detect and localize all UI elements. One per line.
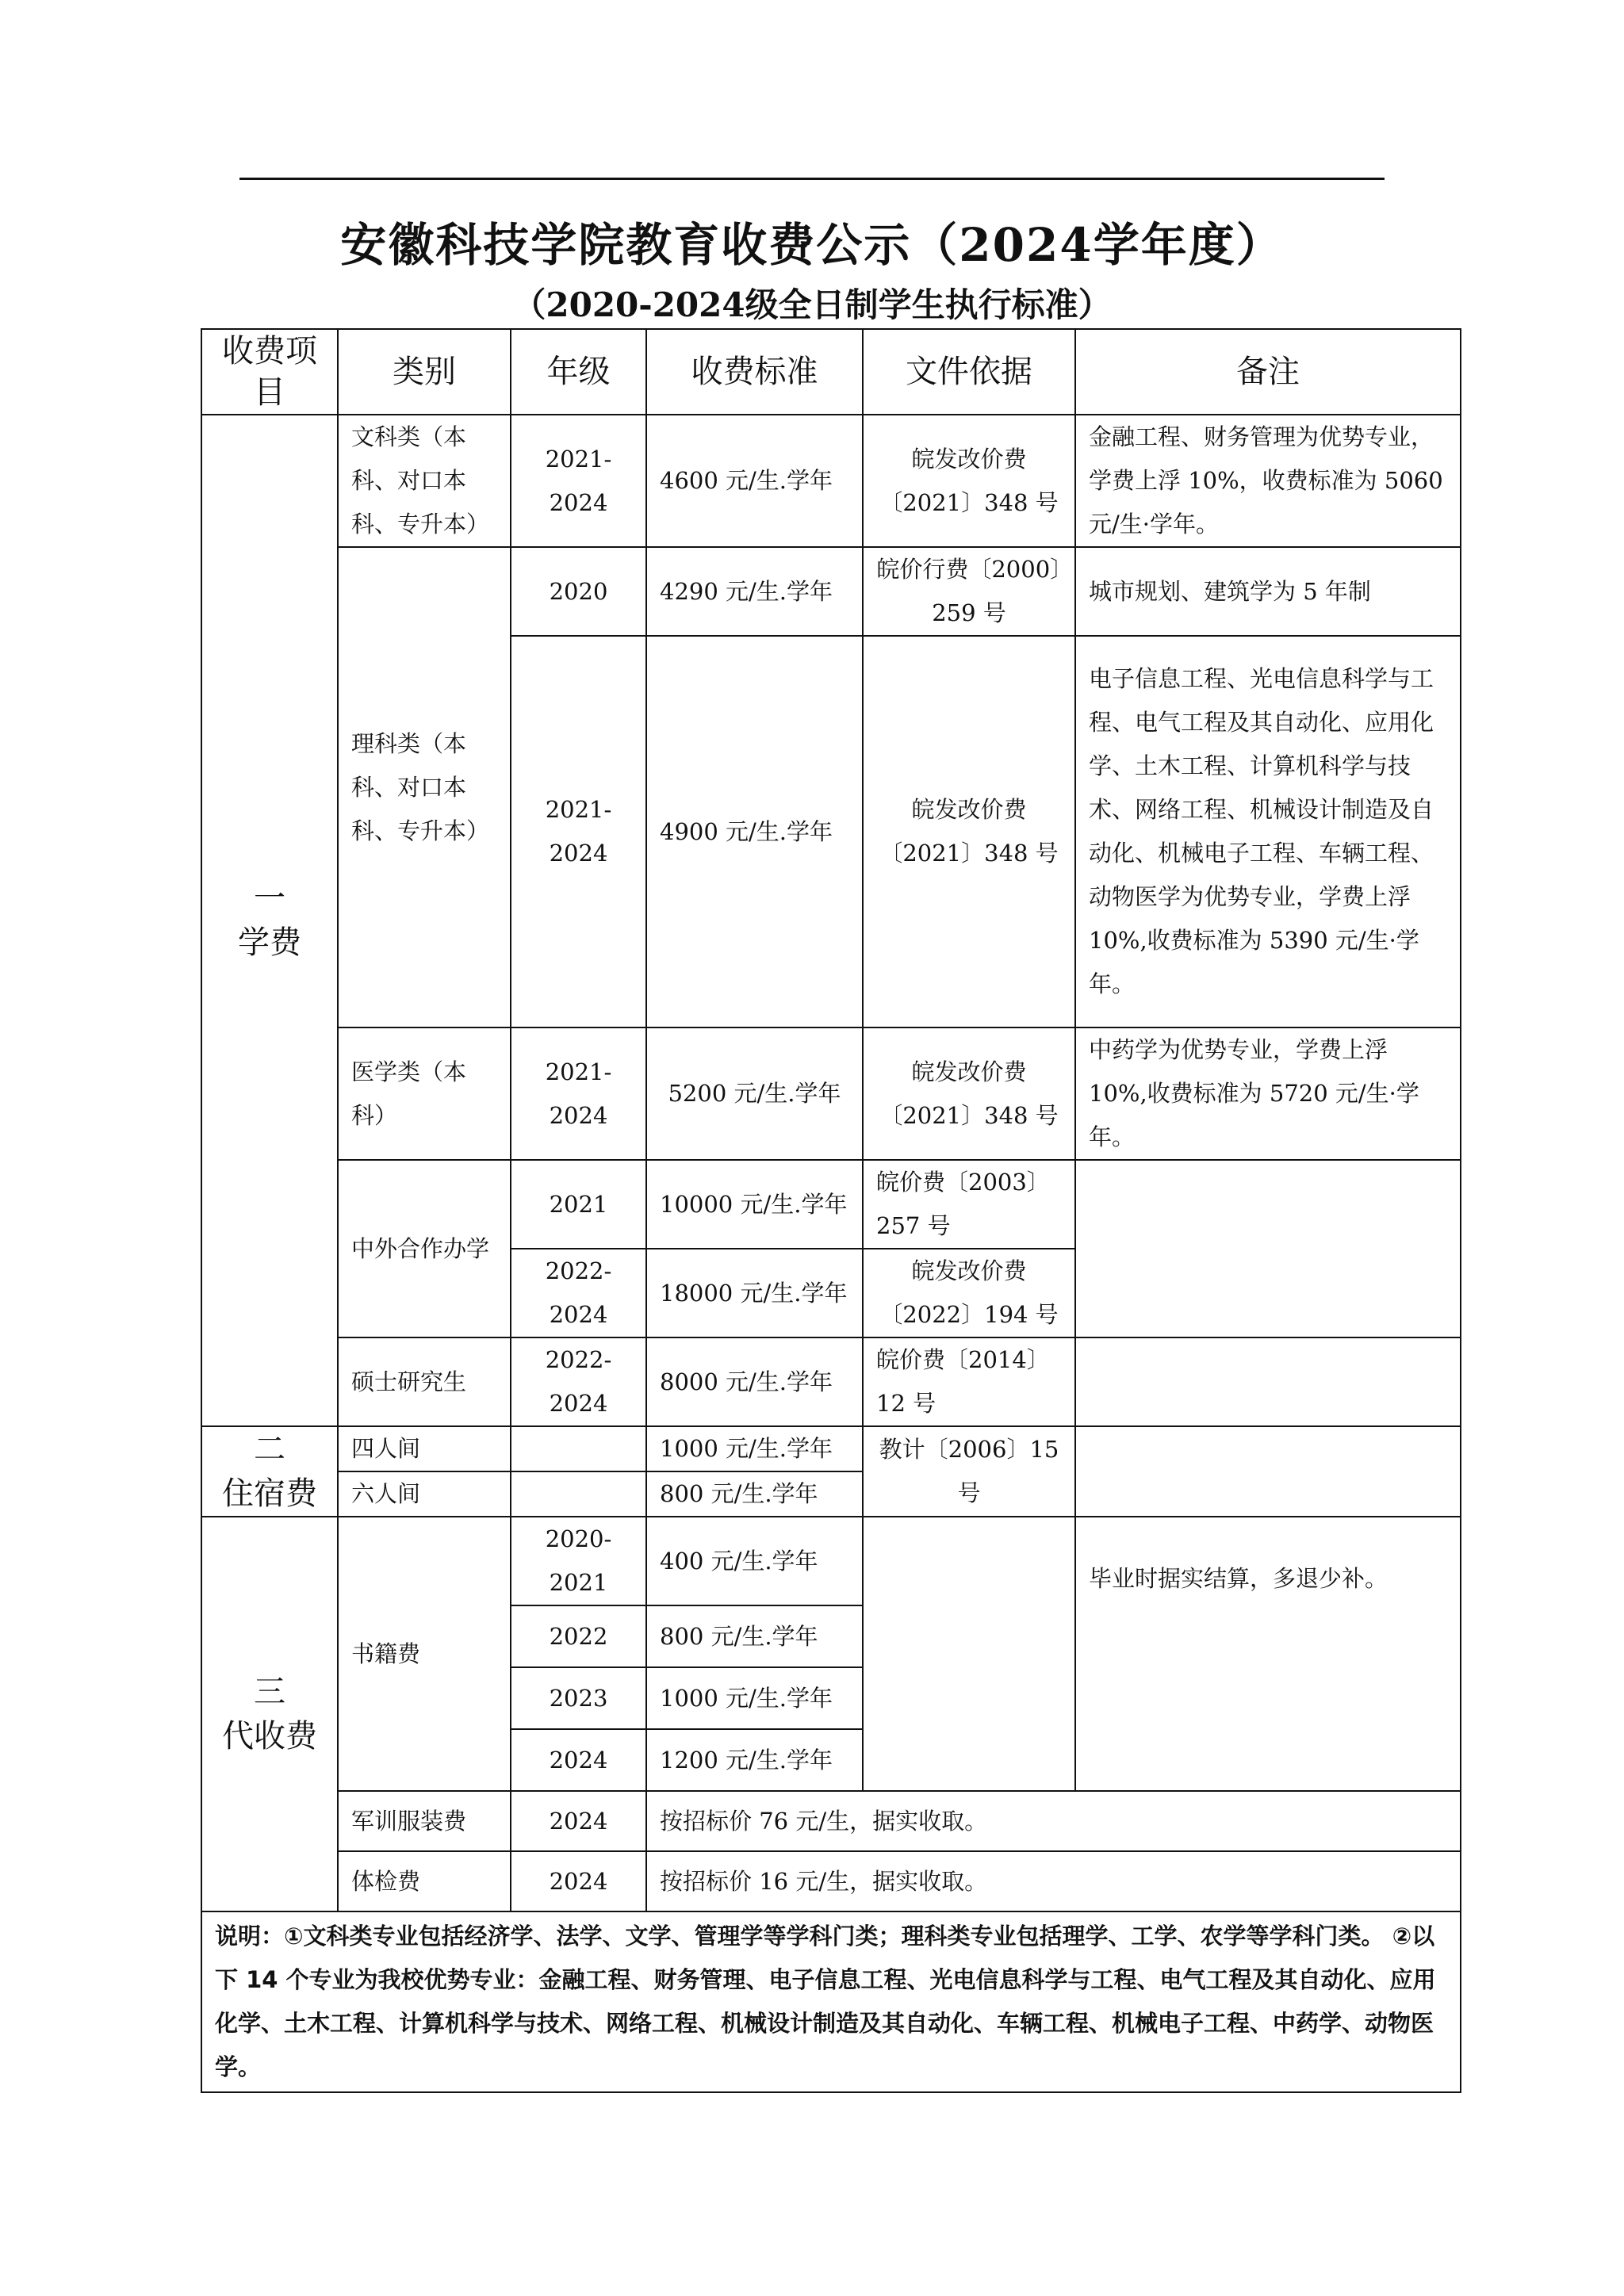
fee-cell: 4290 元/生.学年 (646, 547, 863, 636)
category-cell: 文科类（本科、对口本科、专升本） (338, 415, 511, 547)
table-row (201, 1791, 1461, 1851)
fee-cell: 800 元/生.学年 (646, 1471, 863, 1517)
table-row (201, 547, 1461, 636)
top-rule (239, 178, 1385, 180)
section-name: 代收费 (222, 1718, 317, 1755)
header-cell: 收费项目 (201, 329, 338, 415)
fee-cell: 按招标价 76 元/生，据实收取。 (646, 1791, 1461, 1851)
header-cell: 收费标准 (646, 329, 863, 415)
fee-cell: 8000 元/生.学年 (646, 1337, 863, 1426)
note-cell: 城市规划、建筑学为 5 年制 (1075, 547, 1461, 636)
table-row (201, 1426, 1461, 1471)
section-number: 三 (254, 1674, 285, 1710)
category-cell: 军训服装费 (338, 1791, 511, 1851)
fee-table (201, 328, 1461, 2093)
grade-cell: 2021-2024 (511, 636, 646, 1027)
note-cell (1075, 1337, 1461, 1426)
section-number: 二 (254, 1431, 285, 1468)
note-cell (1075, 1160, 1461, 1337)
section-name: 住宿费 (222, 1475, 317, 1512)
section-tuition (201, 415, 338, 1426)
note-cell: 毕业时据实结算，多退少补。 (1075, 1517, 1461, 1791)
header-cell: 年级 (511, 329, 646, 415)
fee-cell: 18000 元/生.学年 (646, 1249, 863, 1337)
fee-cell: 400 元/生.学年 (646, 1517, 863, 1605)
note-cell (1075, 1426, 1461, 1517)
basis-cell: 教计〔2006〕15 号 (863, 1426, 1075, 1517)
note-cell: 电子信息工程、光电信息科学与工程、电气工程及其自动化、应用化学、土木工程、计算机科学与技术、网络工程、机械设计制造及自动化、机械电子工程、车辆工程、动物医学为优势专业，学费上浮 10%,收费标准为 5390 元/生·学年。 (1075, 636, 1461, 1027)
grade-cell: 2024 (511, 1729, 646, 1791)
basis-cell: 皖价费〔2003〕257 号 (863, 1160, 1075, 1249)
basis-cell: 皖发改价费〔2021〕348 号 (863, 415, 1075, 547)
section-name: 学费 (238, 924, 301, 961)
basis-cell: 皖价费〔2014〕12 号 (863, 1337, 1075, 1426)
table-row (201, 1337, 1461, 1426)
fee-cell: 5200 元/生.学年 (646, 1027, 863, 1160)
grade-cell: 2024 (511, 1851, 646, 1911)
category-cell: 理科类（本科、对口本科、专升本） (338, 547, 511, 1027)
table-row (201, 1851, 1461, 1911)
basis-cell: 皖发改价费〔2021〕348 号 (863, 636, 1075, 1027)
page-title: 安徽科技学院教育收费公示（2024学年度） (340, 218, 1284, 272)
grade-cell (511, 1471, 646, 1517)
grade-cell: 2021-2024 (511, 1027, 646, 1160)
fee-cell: 10000 元/生.学年 (646, 1160, 863, 1249)
category-cell: 硕士研究生 (338, 1337, 511, 1426)
header-cell: 类别 (338, 329, 511, 415)
fee-cell: 1000 元/生.学年 (646, 1426, 863, 1471)
basis-cell: 皖发改价费〔2021〕348 号 (863, 1027, 1075, 1160)
basis-cell: 皖发改价费〔2022〕194 号 (863, 1249, 1075, 1337)
grade-cell: 2024 (511, 1791, 646, 1851)
table-row (201, 1027, 1461, 1160)
category-cell: 四人间 (338, 1426, 511, 1471)
fee-cell: 4600 元/生.学年 (646, 415, 863, 547)
basis-cell: 皖价行费〔2000〕259 号 (863, 547, 1075, 636)
footnote: 说明：①文科类专业包括经济学、法学、文学、管理学等学科门类；理科类专业包括理学、工学、农学等学科门类。 ②以下 14 个专业为我校优势专业：金融工程、财务管理、电子信息工程、光电信息科学与工程、电气工程及其自动化、应用化学、土木工程、计算机科学与技术、网络工程、机械设计制造及其自动化、车辆工程、机械电子工程、中药学、动物医学。 (201, 1911, 1461, 2092)
grade-cell: 2020-2021 (511, 1517, 646, 1605)
section-agency (201, 1517, 338, 1911)
note-cell: 中药学为优势专业，学费上浮 10%,收费标准为 5720 元/生·学年。 (1075, 1027, 1461, 1160)
table-row (201, 415, 1461, 547)
fee-cell: 按招标价 16 元/生，据实收取。 (646, 1851, 1461, 1911)
category-cell: 医学类（本科） (338, 1027, 511, 1160)
category-cell: 六人间 (338, 1471, 511, 1517)
table-row (201, 1160, 1461, 1249)
grade-cell: 2022-2024 (511, 1249, 646, 1337)
grade-cell (511, 1426, 646, 1471)
grade-cell: 2022 (511, 1605, 646, 1667)
grade-cell: 2020 (511, 547, 646, 636)
header-cell: 文件依据 (863, 329, 1075, 415)
page-subtitle: （2020-2024级全日制学生执行标准） (512, 285, 1112, 324)
fee-cell: 1000 元/生.学年 (646, 1667, 863, 1729)
category-cell: 书籍费 (338, 1517, 511, 1791)
grade-cell: 2023 (511, 1667, 646, 1729)
grade-cell: 2022-2024 (511, 1337, 646, 1426)
fee-cell: 1200 元/生.学年 (646, 1729, 863, 1791)
basis-cell (863, 1517, 1075, 1791)
table-row (201, 1517, 1461, 1605)
fee-cell: 800 元/生.学年 (646, 1605, 863, 1667)
grade-cell: 2021-2024 (511, 415, 646, 547)
table-row (201, 1911, 1461, 2092)
note-cell: 金融工程、财务管理为优势专业，学费上浮 10%，收费标准为 5060 元/生·学年。 (1075, 415, 1461, 547)
category-cell: 体检费 (338, 1851, 511, 1911)
grade-cell: 2021 (511, 1160, 646, 1249)
fee-cell: 4900 元/生.学年 (646, 636, 863, 1027)
table-header-row (201, 329, 1461, 415)
section-number: 一 (254, 880, 285, 916)
category-cell: 中外合作办学 (338, 1160, 511, 1337)
section-dorm (201, 1426, 338, 1517)
header-cell: 备注 (1075, 329, 1461, 415)
